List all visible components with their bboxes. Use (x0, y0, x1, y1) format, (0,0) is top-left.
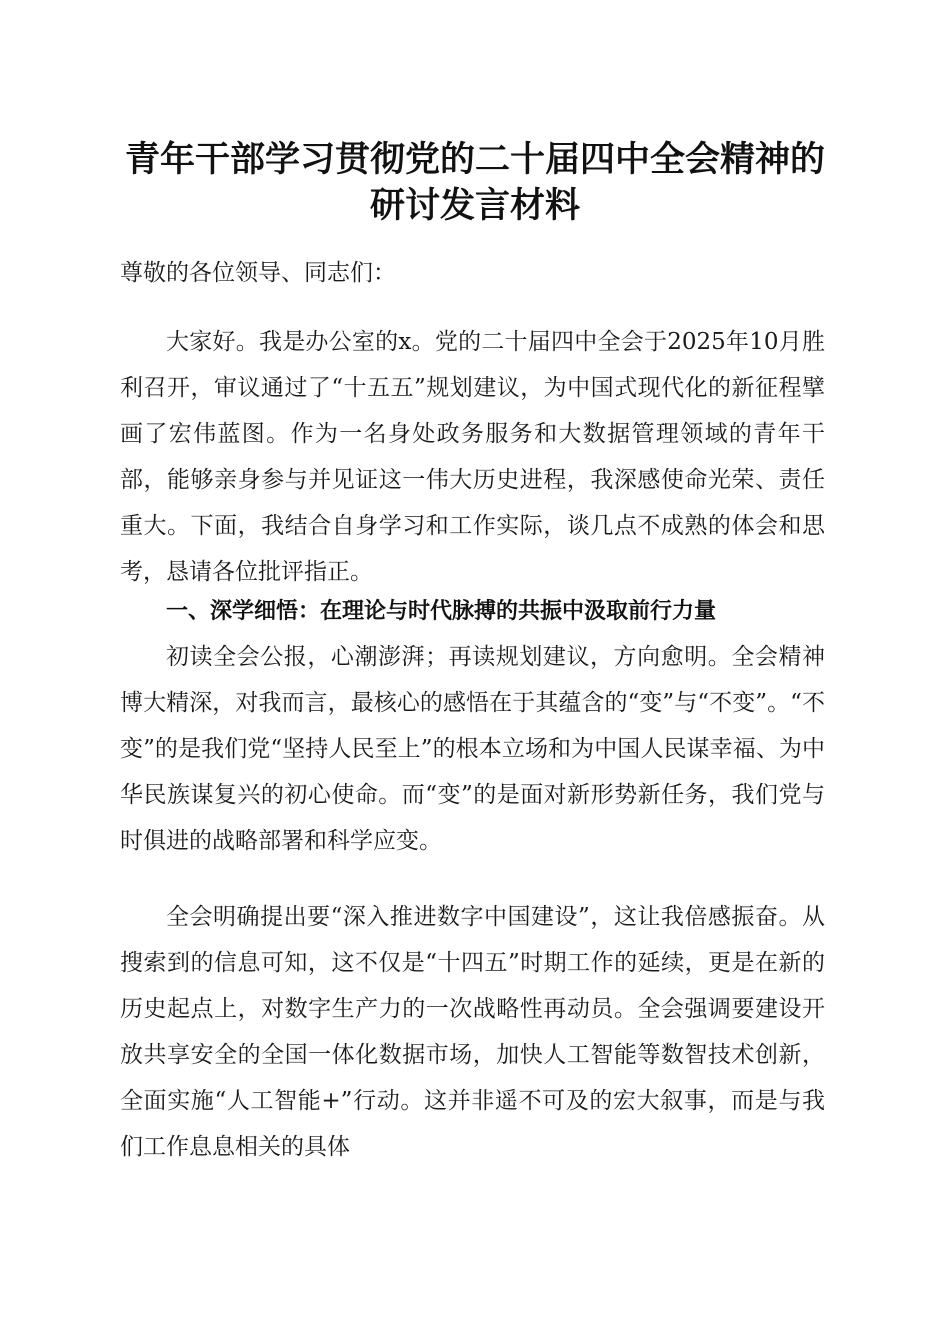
paragraph-3: 全会明确提出要“深入推进数字中国建设”，这让我倍感振奋。从搜索到的信息可知，这不仅是“十四五”时期工作的延续，更是在新的历史起点上，对数字生产力的一次战略性再动员。全会强调要建设开放共享安全的全国一体化数据市场，加快人工智能等数智技术创新，全面实施“人工智能+”行动。这并非遥不可及的宏大叙事，而是与我们工作息息相关的具体 (120, 904, 825, 1160)
salutation: 尊敬的各位领导、同志们： (120, 260, 396, 286)
paragraph-2: 初读全会公报，心潮澎湃；再读规划建议，方向愈明。全会精神博大精深，对我而言，最核心的感悟在于其蕴含的“变”与“不变”。“不变”的是我们党“坚持人民至上”的根本立场和为中国人民谋幸福、为中华民族谋复兴的初心使命。而“变”的是面对新形势新任务，我们党与时俱进的战略部署和科学应变。 (120, 644, 825, 854)
document-title-line-1: 青年干部学习贯彻党的二十届四中全会精神的 (124, 139, 825, 180)
section-heading-1: 一、深学细悟：在理论与时代脉搏的共振中汲取前行力量 (166, 599, 717, 624)
document-title-line-2: 研讨发言材料 (369, 185, 580, 226)
paragraph-intro: 大家好。我是办公室的x。党的二十届四中全会于2025年10月胜利召开，审议通过了“十五五”规划建议，为中国式现代化的新征程擘画了宏伟蓝图。作为一名身处政务服务和大数据管理领域的青年干部，能够亲身参与并见证这一伟大历史进程，我深感使命光荣、责任重大。下面，我结合自身学习和工作实际，谈几点不成熟的体会和思考，恳请各位批评指正。 (120, 329, 825, 585)
